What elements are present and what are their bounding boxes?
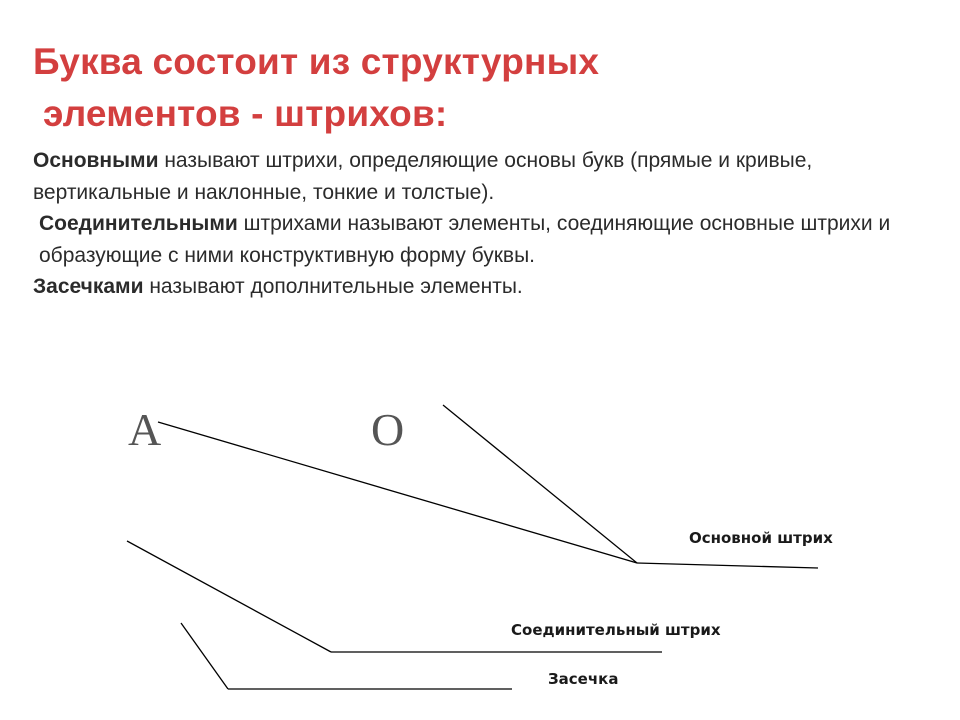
term-main: Основными bbox=[33, 149, 159, 172]
term-connecting: Соединительными bbox=[39, 212, 238, 235]
main-stroke-underline bbox=[637, 563, 818, 568]
label-connecting-stroke: Соединительный штрих bbox=[511, 621, 721, 639]
term-serifs: Засечками bbox=[33, 275, 144, 298]
pointer-line-from-a bbox=[158, 422, 637, 563]
definition-main: называют штрихи, определяющие основы букв (прямые и кривые, вертикальные и наклонные, тонкие и толстые). bbox=[33, 149, 813, 204]
title-line-2: элементов - штрихов: bbox=[43, 93, 448, 134]
letter-o: О bbox=[371, 404, 405, 455]
definition-connecting: штрихами называют элементы, соединяющие основные штрихи и образующие с ними конструктивную форму буквы. bbox=[39, 212, 891, 267]
pointer-line-from-o bbox=[443, 405, 637, 563]
letter-a: А bbox=[128, 404, 162, 455]
pointer-line-serif bbox=[181, 623, 228, 689]
label-main-stroke: Основной штрих bbox=[689, 529, 833, 547]
label-serif: Засечка bbox=[548, 670, 619, 688]
pointer-line-connecting bbox=[127, 541, 331, 652]
definition-serifs: называют дополнительные элементы. bbox=[143, 275, 523, 298]
title-line-1: Буква состоит из структурных bbox=[33, 41, 600, 82]
